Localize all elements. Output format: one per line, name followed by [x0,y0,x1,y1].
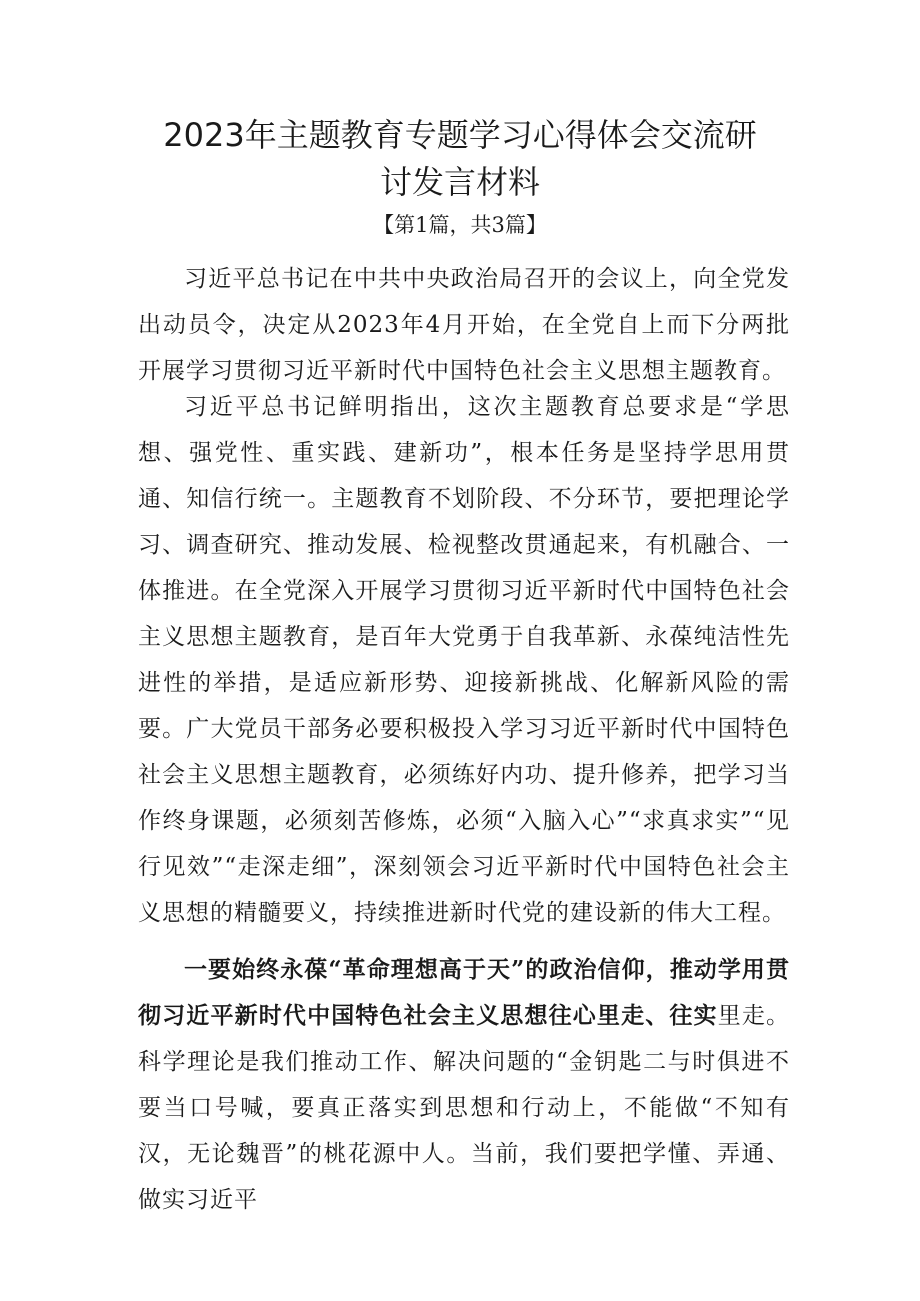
requirements-paragraph: 习近平总书记鲜明指出，这次主题教育总要求是“学思想、强党性、重实践、建新功”，根本任务是坚持学思用贯通、知信行统一。主题教育不划阶段、不分环节，要把理论学习、调查研究、推动发展、检视整改贯通起来，有机融合、一体推进。在全党深入开展学习贯彻习近平新时代中国特色社会主义思想主题教育，是百年大党勇于自我革新、永葆纯洁性先进性的举措，是适应新形势、迎接新挑战、化解新风险的需要。广大党员干部务必要积极投入学习习近平新时代中国特色社会主义思想主题教育，必须练好内功、提升修养，把学习当作终身课题，必须刻苦修炼，必须“入脑入心”“求真求实”“见行见效”“走深走细”，深刻领会习近平新时代中国特色社会主义思想的精髓要义，持续推进新时代党的建设新的伟大工程。 [138,394,790,926]
intro-paragraph: 习近平总书记在中共中央政治局召开的会议上，向全党发出动员令，决定从2023年4月开始，在全党自上而下分两批开展学习贯彻习近平新时代中国特色社会主义思想主题教育。 [138,266,790,384]
document-title-line-2: 讨发言材料 [379,163,540,201]
article-count-label: 【第1篇，共3篇】 [373,213,547,237]
document-title-line-1: 2023年主题教育专题学习心得体会交流研 [163,116,757,154]
section-1-paragraph [138,947,790,1223]
section-1-heading: 一要始终永葆“革命理想高于天”的政治信仰，推动学用贯彻习近平新时代中国特色社会主义思想往心里走、往实 [138,956,790,1029]
section-1-body: 里走。科学理论是我们推动工作、解决问题的“金钥匙二与时俱进不要当口号喊，要真正落实到思想和行动上，不能做“不知有汉，无论魏晋”的桃花源中人。当前，我们要把学懂、弄通、做实习近平 [138,1003,791,1213]
